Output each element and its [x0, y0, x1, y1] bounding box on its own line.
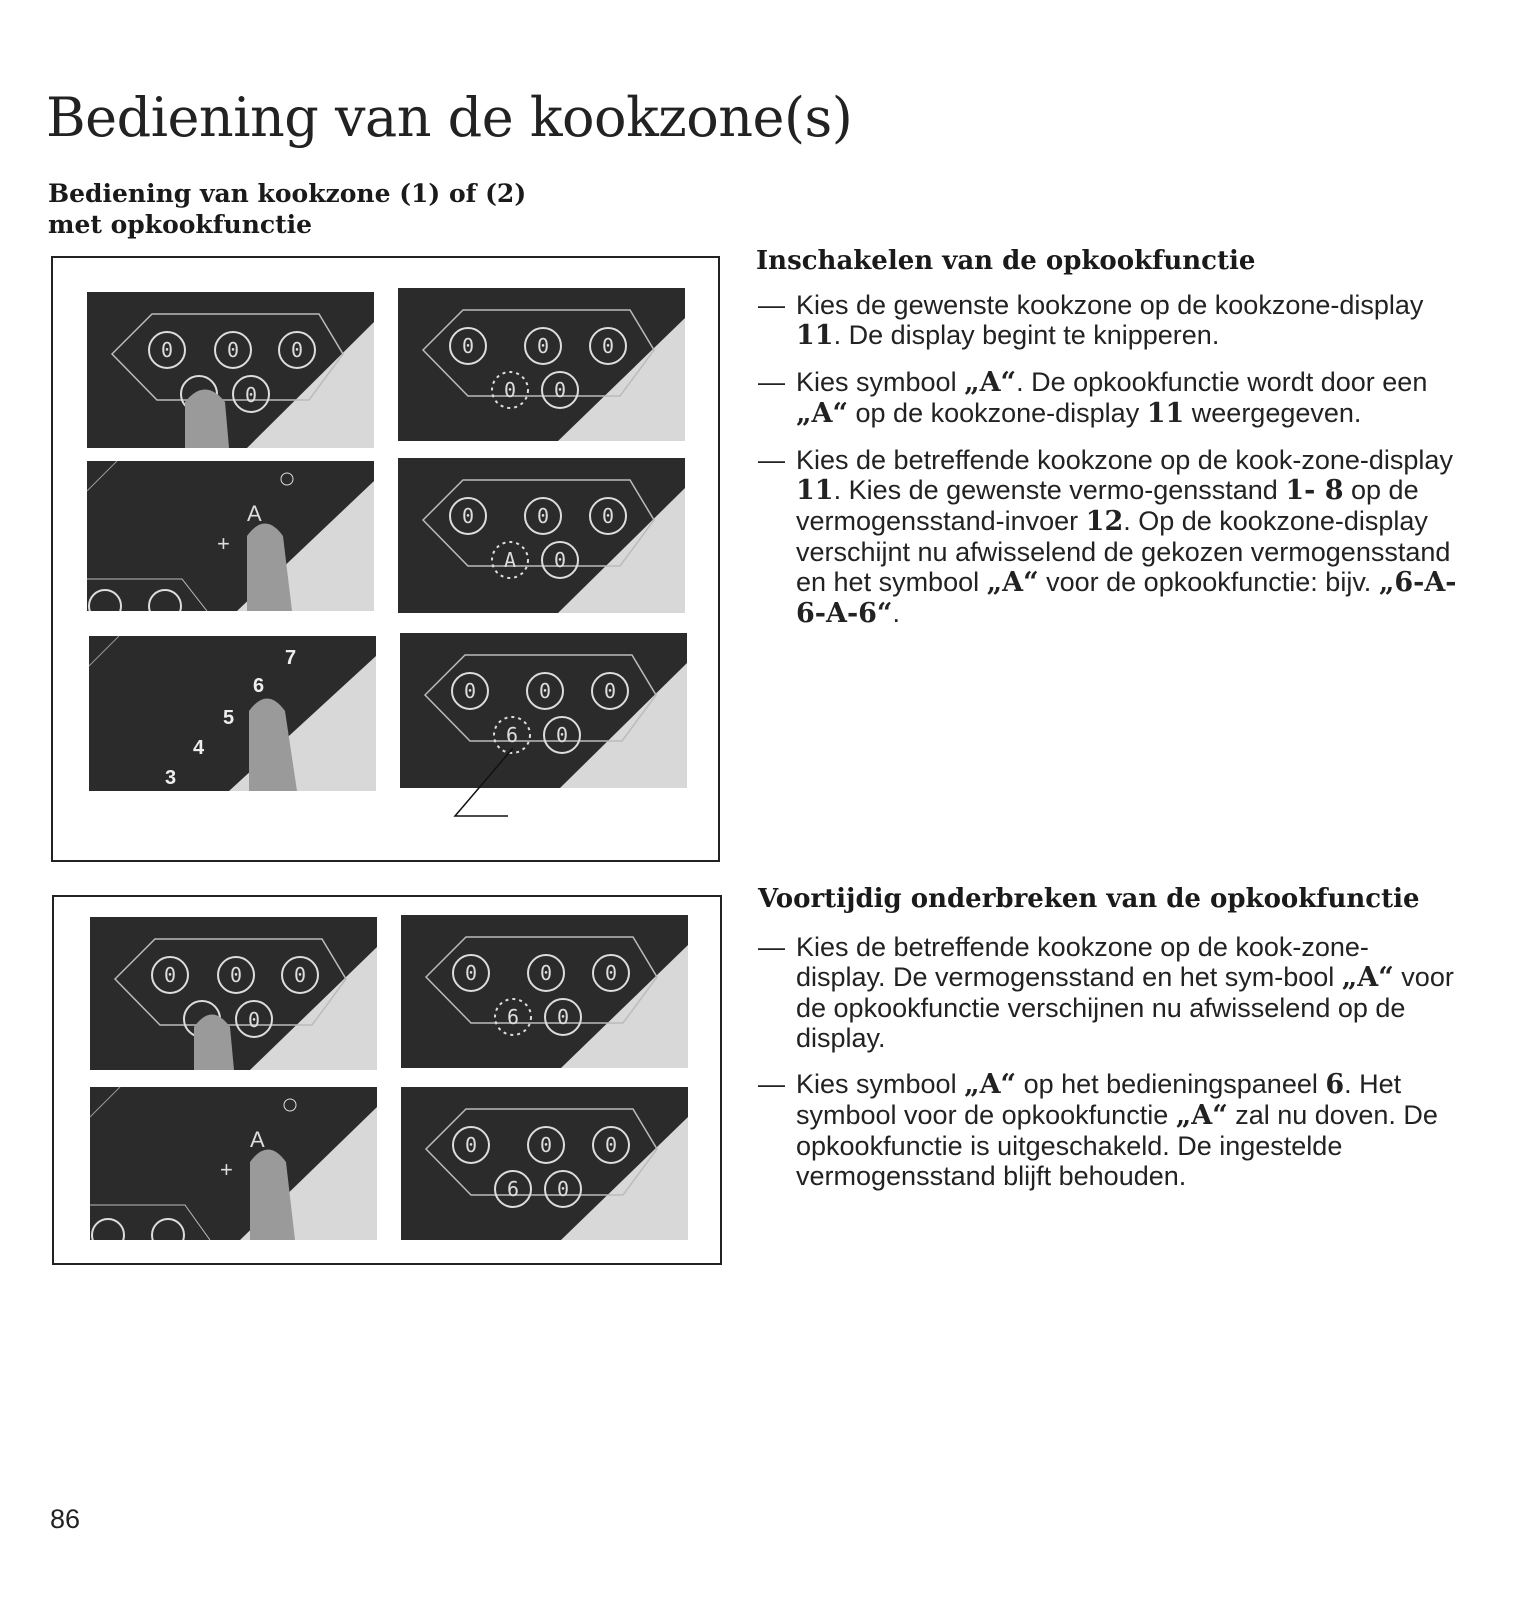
panel-press-A	[87, 461, 374, 611]
svg-text:0: 0	[556, 1177, 570, 1201]
power-level-5: 5	[223, 707, 235, 729]
callout-line	[453, 748, 513, 818]
panel-zone-blinking	[398, 288, 685, 441]
section-heading-interrupt: Voortijdig onderbreken van de opkookfunctie	[758, 884, 1420, 914]
power-level-7: 7	[285, 647, 297, 669]
panel-select-zone-2	[90, 917, 377, 1070]
panel-select-power	[89, 636, 376, 791]
svg-text:0: 0	[464, 1133, 478, 1157]
section-heading-activate: Inschakelen van de opkookfunctie	[756, 246, 1256, 276]
svg-text:6: 6	[506, 1177, 520, 1201]
symbol-A: A	[247, 501, 262, 526]
panel-zone-power	[400, 633, 687, 788]
svg-text:0: 0	[536, 504, 550, 528]
figure-activate-boost	[51, 256, 720, 862]
page-title: Bediening van de kookzone(s)	[46, 86, 853, 149]
list-item: — Kies de betreffende kookzone op de kook-zone-display 11. Kies de gewenste vermo-gensstand 1- 8 op de vermogensstand-invoer 12. Op de kookzone-display verschijnt nu afwisselend de gekozen vermogensstand en het symbool „A“ voor de opkookfunctie: bijv. „6-A-6-A-6“.	[758, 445, 1458, 629]
zone-digit-6: 6	[505, 723, 519, 747]
svg-text:0: 0	[536, 334, 550, 358]
svg-text:0: 0	[461, 504, 475, 528]
panel-zone-A	[398, 458, 685, 613]
svg-text:0: 0	[553, 548, 567, 572]
page-number: 86	[50, 1504, 81, 1534]
svg-text:0: 0	[604, 961, 618, 985]
svg-text:0: 0	[603, 679, 617, 703]
svg-text:0: 0	[538, 679, 552, 703]
svg-text:0: 0	[163, 963, 177, 987]
svg-text:0: 0	[553, 378, 567, 402]
zone-digit-A: A	[503, 548, 517, 572]
svg-text:0: 0	[503, 378, 517, 402]
svg-text:0: 0	[556, 1005, 570, 1029]
svg-text:0: 0	[229, 963, 243, 987]
figure-interrupt-boost	[52, 895, 722, 1265]
zone-digit: 0	[160, 338, 174, 362]
power-level-6: 6	[253, 675, 265, 697]
svg-text:+: +	[220, 1157, 233, 1182]
panel-zone-blinking-2	[401, 915, 688, 1068]
subtitle-line-2: met opkookfunctie	[48, 210, 313, 239]
svg-text:0: 0	[464, 961, 478, 985]
section-subtitle	[48, 178, 648, 240]
zone-digit: 0	[226, 338, 240, 362]
svg-text:0: 0	[293, 963, 307, 987]
svg-text:0: 0	[539, 961, 553, 985]
svg-text:0: 0	[555, 723, 569, 747]
panel-press-A-2	[90, 1087, 377, 1240]
list-item: — Kies de gewenste kookzone op de kookzone-display 11. De display begint te knipperen.	[758, 290, 1458, 351]
list-item: — Kies symbool „A“ op het bedieningspaneel 6. Het symbool voor de opkookfunctie „A“ zal nu doven. De opkookfunctie is uitgeschakeld. De ingestelde vermogensstand blijft behouden.	[758, 1069, 1458, 1191]
panel-select-zone	[87, 292, 374, 448]
svg-text:6: 6	[506, 1005, 520, 1029]
svg-text:0: 0	[601, 334, 615, 358]
svg-text:0: 0	[601, 504, 615, 528]
svg-text:0: 0	[539, 1133, 553, 1157]
power-level-3: 3	[165, 767, 177, 789]
step-list-activate	[758, 290, 1458, 645]
zone-digit: 0	[244, 383, 258, 407]
panel-zone-final	[401, 1087, 688, 1240]
list-item: — Kies de betreffende kookzone op de kook-zone-display. De vermogensstand en het sym-bool „A“ voor de opkookfunctie verschijnen nu afwisselend op de display.	[758, 932, 1458, 1053]
step-list-interrupt	[758, 932, 1458, 1207]
list-item: — Kies symbool „A“. De opkookfunctie wordt door een „A“ op de kookzone-display 11 weergegeven.	[758, 367, 1458, 429]
svg-text:0: 0	[461, 334, 475, 358]
svg-text:0: 0	[604, 1133, 618, 1157]
svg-text:A: A	[250, 1127, 265, 1152]
symbol-plus: +	[217, 531, 230, 556]
svg-text:0: 0	[463, 679, 477, 703]
svg-text:0: 0	[247, 1008, 261, 1032]
zone-digit: 0	[290, 338, 304, 362]
power-level-4: 4	[193, 737, 205, 759]
subtitle-line-1: Bediening van kookzone (1) of (2)	[48, 179, 527, 208]
